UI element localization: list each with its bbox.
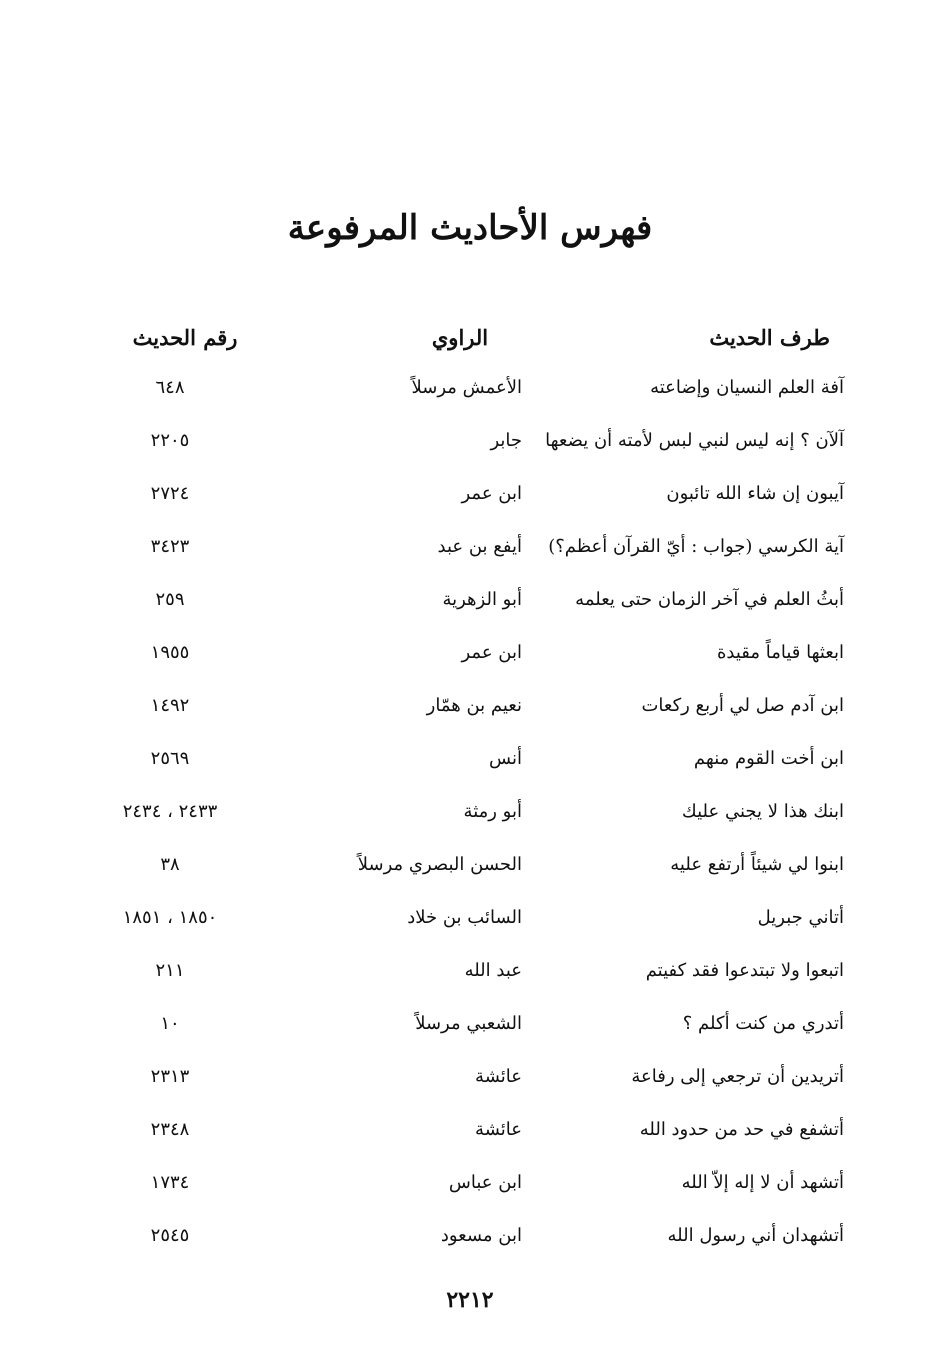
narrator: ابن عباس <box>448 1172 522 1193</box>
narrator: عبد الله <box>464 960 522 981</box>
table-row <box>0 1004 940 1044</box>
hadith-number: ٢٥٦٩ <box>150 748 190 769</box>
hadith-number: ٢٧٢٤ <box>150 483 190 504</box>
table-row <box>0 1057 940 1097</box>
hadith-text: ابن آدم صل لي أربع ركعات <box>641 695 844 716</box>
header-narrator: الراوي <box>431 325 489 350</box>
narrator: نعيم بن همّار <box>426 695 522 716</box>
hadith-number: ٢٣٤٨ <box>150 1119 190 1140</box>
narrator: ابن مسعود <box>440 1225 522 1246</box>
hadith-number: ١٠ <box>160 1013 180 1034</box>
hadith-text: ابنوا لي شيئاً أرتفع عليه <box>670 854 844 875</box>
hadith-number: ١٧٣٤ <box>150 1172 190 1193</box>
table-row <box>0 739 940 779</box>
table-row <box>0 845 940 885</box>
hadith-number: ٢١١ <box>155 960 185 981</box>
narrator: أيفع بن عبد <box>437 536 522 557</box>
hadith-text: أتشهدان أني رسول الله <box>667 1225 844 1246</box>
table-row <box>0 527 940 567</box>
hadith-text: ابعثها قياماً مقيدة <box>716 642 844 663</box>
table-row <box>0 1163 940 1203</box>
table-row <box>0 898 940 938</box>
hadith-text: آفة العلم النسيان وإضاعته <box>650 377 844 398</box>
hadith-number: ٢٤٣٣ ، ٢٤٣٤ <box>122 801 218 822</box>
narrator: الأعمش مرسلاً <box>411 377 522 398</box>
hadith-number: ٣٤٢٣ <box>150 536 190 557</box>
table-row <box>0 951 940 991</box>
table-row <box>0 633 940 673</box>
hadith-number: ٣٨ <box>160 854 180 875</box>
header-hadith-number: رقم الحديث <box>132 325 238 350</box>
table-row <box>0 580 940 620</box>
narrator: جابر <box>490 430 522 451</box>
table-row <box>0 1216 940 1256</box>
narrator: السائب بن خلاد <box>407 907 522 928</box>
table-row <box>0 368 940 408</box>
header-hadith-text: طرف الحديث <box>709 325 830 350</box>
narrator: الحسن البصري مرسلاً <box>357 854 522 875</box>
page-number: ٢٢١٢ <box>446 1287 494 1313</box>
table-header <box>0 318 940 362</box>
narrator: أبو الزهرية <box>442 589 522 610</box>
hadith-text: آيبون إن شاء الله تائبون <box>666 483 844 504</box>
table-row <box>0 474 940 514</box>
hadith-number: ١٨٥٠ ، ١٨٥١ <box>122 907 218 928</box>
table-row <box>0 1110 940 1150</box>
narrator: عائشة <box>475 1066 522 1087</box>
hadith-text: ابن أخت القوم منهم <box>693 748 844 769</box>
hadith-number: ١٩٥٥ <box>150 642 190 663</box>
table-row <box>0 686 940 726</box>
hadith-text: ابنك هذا لا يجني عليك <box>681 801 844 822</box>
narrator: عائشة <box>475 1119 522 1140</box>
narrator: أنس <box>489 748 522 769</box>
table-row <box>0 421 940 461</box>
hadith-number: ٢٢٠٥ <box>150 430 190 451</box>
hadith-number: ١٤٩٢ <box>150 695 190 716</box>
narrator: الشعبي مرسلاً <box>415 1013 522 1034</box>
hadith-text: أتدري من كنت أكلم ؟ <box>682 1013 844 1034</box>
hadith-text: أتشفع في حد من حدود الله <box>639 1119 844 1140</box>
hadith-text: أتاني جبريل <box>757 907 844 928</box>
hadith-text: أبثُ العلم في آخر الزمان حتى يعلمه <box>575 589 844 610</box>
hadith-number: ٢٥٩ <box>155 589 185 610</box>
hadith-number: ٦٤٨ <box>155 377 185 398</box>
hadith-number: ٢٣١٣ <box>150 1066 190 1087</box>
hadith-text: أتريدين أن ترجعي إلى رفاعة <box>631 1066 844 1087</box>
narrator: أبو رمثة <box>463 801 522 822</box>
hadith-text: أتشهد أن لا إله إلاّ الله <box>681 1172 844 1193</box>
hadith-text: آية الكرسي (جواب : أيّ القرآن أعظم؟) <box>548 536 844 557</box>
narrator: ابن عمر <box>461 642 522 663</box>
narrator: ابن عمر <box>461 483 522 504</box>
hadith-text: آلآن ؟ إنه ليس لنبي لبس لأمته أن يضعها <box>545 430 844 451</box>
page-title: فهرس الأحاديث المرفوعة <box>287 208 653 248</box>
table-row <box>0 792 940 832</box>
hadith-text: اتبعوا ولا تبتدعوا فقد كفيتم <box>645 960 844 981</box>
hadith-number: ٢٥٤٥ <box>150 1225 190 1246</box>
